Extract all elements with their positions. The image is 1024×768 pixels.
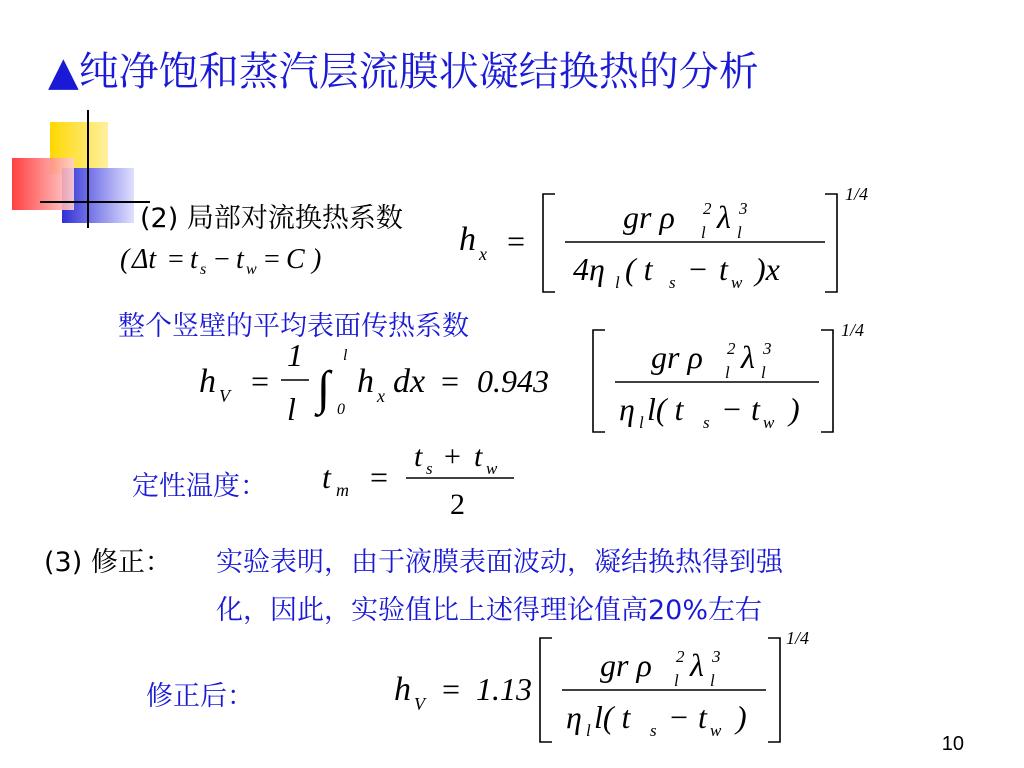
svg-text:h: h (459, 221, 476, 258)
average-label: 整个竖壁的平均表面传热系数 (118, 311, 469, 342)
svg-text:w: w (246, 261, 257, 278)
svg-text:−: − (670, 699, 689, 735)
svg-text:s: s (669, 273, 676, 292)
svg-text:x: x (479, 244, 487, 264)
condition-formula (118, 236, 398, 280)
svg-text:−: − (689, 251, 708, 287)
svg-text:l: l (761, 363, 766, 382)
svg-text:s: s (650, 721, 657, 740)
svg-text:x: x (377, 386, 385, 406)
svg-text:h: h (394, 671, 411, 708)
svg-text:): ) (312, 244, 322, 275)
svg-text:gr ρ: gr ρ (651, 339, 703, 375)
average-formula (195, 316, 895, 438)
svg-text:η: η (619, 391, 635, 427)
svg-text:λ: λ (741, 339, 755, 375)
svg-text:+: + (444, 440, 461, 473)
svg-text:t: t (322, 459, 331, 495)
svg-text:Δt: Δt (132, 244, 157, 275)
svg-text:0: 0 (337, 401, 345, 418)
svg-text:l( t: l( t (647, 391, 684, 427)
svg-text:3: 3 (763, 339, 772, 358)
section3-text-line1: 实验表明，由于液膜表面波动，凝结换热得到强 (216, 547, 783, 578)
svg-text:=: = (264, 244, 280, 275)
svg-text:dx: dx (393, 363, 426, 400)
svg-text:3: 3 (712, 647, 721, 666)
svg-text:1/4: 1/4 (786, 628, 810, 648)
svg-text:( t: ( t (625, 251, 653, 287)
svg-text:s: s (426, 459, 433, 478)
svg-text:h: h (199, 363, 216, 400)
svg-text:m: m (336, 480, 349, 500)
svg-text:h: h (357, 363, 374, 400)
svg-text:2: 2 (703, 199, 712, 218)
svg-text:1.13: 1.13 (476, 671, 532, 707)
svg-text:l: l (710, 671, 715, 690)
svg-text:)x: )x (755, 251, 780, 287)
svg-text:=: = (168, 244, 184, 275)
svg-text:=: = (370, 459, 389, 495)
svg-text:l: l (343, 347, 348, 364)
svg-text:1/4: 1/4 (841, 320, 865, 340)
slide-title: ▲纯净饱和蒸汽层流膜状凝结换热的分析 (48, 49, 759, 95)
svg-text:∫: ∫ (317, 362, 331, 415)
svg-text:l( t: l( t (594, 699, 631, 735)
svg-text:t: t (414, 440, 423, 473)
svg-text:2: 2 (676, 647, 685, 666)
svg-text:3: 3 (739, 199, 748, 218)
qualitative-temp-label: 定性温度： (132, 471, 267, 502)
svg-text:l: l (615, 273, 620, 292)
corrected-formula (390, 628, 830, 750)
corrected-label: 修正后： (146, 681, 254, 712)
svg-text:−: − (214, 244, 230, 275)
svg-text:=: = (251, 363, 270, 399)
svg-text:(: ( (120, 244, 130, 275)
svg-text:s: s (703, 413, 710, 432)
svg-text:V: V (219, 386, 230, 406)
svg-text:η: η (566, 699, 582, 735)
svg-text:): ) (789, 391, 800, 427)
svg-text:l: l (586, 721, 591, 740)
svg-text:l: l (701, 223, 706, 242)
svg-text:0.943: 0.943 (477, 363, 549, 399)
svg-text:λ: λ (690, 647, 704, 683)
svg-text:t: t (474, 440, 483, 473)
section2-label: (2) 局部对流换热系数 (140, 203, 403, 234)
svg-text:w: w (486, 459, 498, 478)
svg-text:l: l (287, 391, 296, 427)
svg-text:l: l (674, 671, 679, 690)
svg-text:=: = (441, 363, 460, 399)
decorative-squares (0, 110, 150, 230)
svg-text:1: 1 (287, 337, 303, 373)
svg-text:gr ρ: gr ρ (623, 199, 675, 235)
svg-text:l: l (737, 223, 742, 242)
section3-text-line2: 化，因此，实验值比上述得理论值高20%左右 (216, 595, 763, 626)
page-number: 10 (941, 733, 964, 755)
svg-text:w: w (763, 413, 775, 432)
svg-text:−: − (723, 391, 742, 427)
svg-text:l: l (725, 363, 730, 382)
svg-text:1/4: 1/4 (845, 184, 869, 204)
svg-text:l: l (639, 413, 644, 432)
svg-text:w: w (710, 721, 722, 740)
svg-text:t: t (698, 699, 707, 735)
svg-text:): ) (736, 699, 747, 735)
svg-text:t: t (719, 251, 728, 287)
svg-text:=: = (442, 671, 461, 707)
svg-text:V: V (414, 694, 425, 714)
svg-text:2: 2 (450, 488, 465, 521)
svg-text:t: t (190, 244, 198, 275)
svg-text:C: C (286, 244, 305, 275)
svg-text:λ: λ (717, 199, 731, 235)
svg-text:t: t (751, 391, 760, 427)
svg-text:=: = (507, 223, 526, 259)
svg-text:s: s (200, 261, 207, 278)
svg-text:2: 2 (727, 339, 736, 358)
svg-text:gr ρ: gr ρ (600, 647, 652, 683)
svg-text:4η: 4η (573, 251, 605, 287)
local-formula (455, 180, 895, 300)
mean-temp-formula (318, 436, 528, 522)
section3-prefix: (3) 修正： (44, 547, 172, 578)
svg-text:w: w (731, 273, 743, 292)
svg-text:t: t (236, 244, 244, 275)
